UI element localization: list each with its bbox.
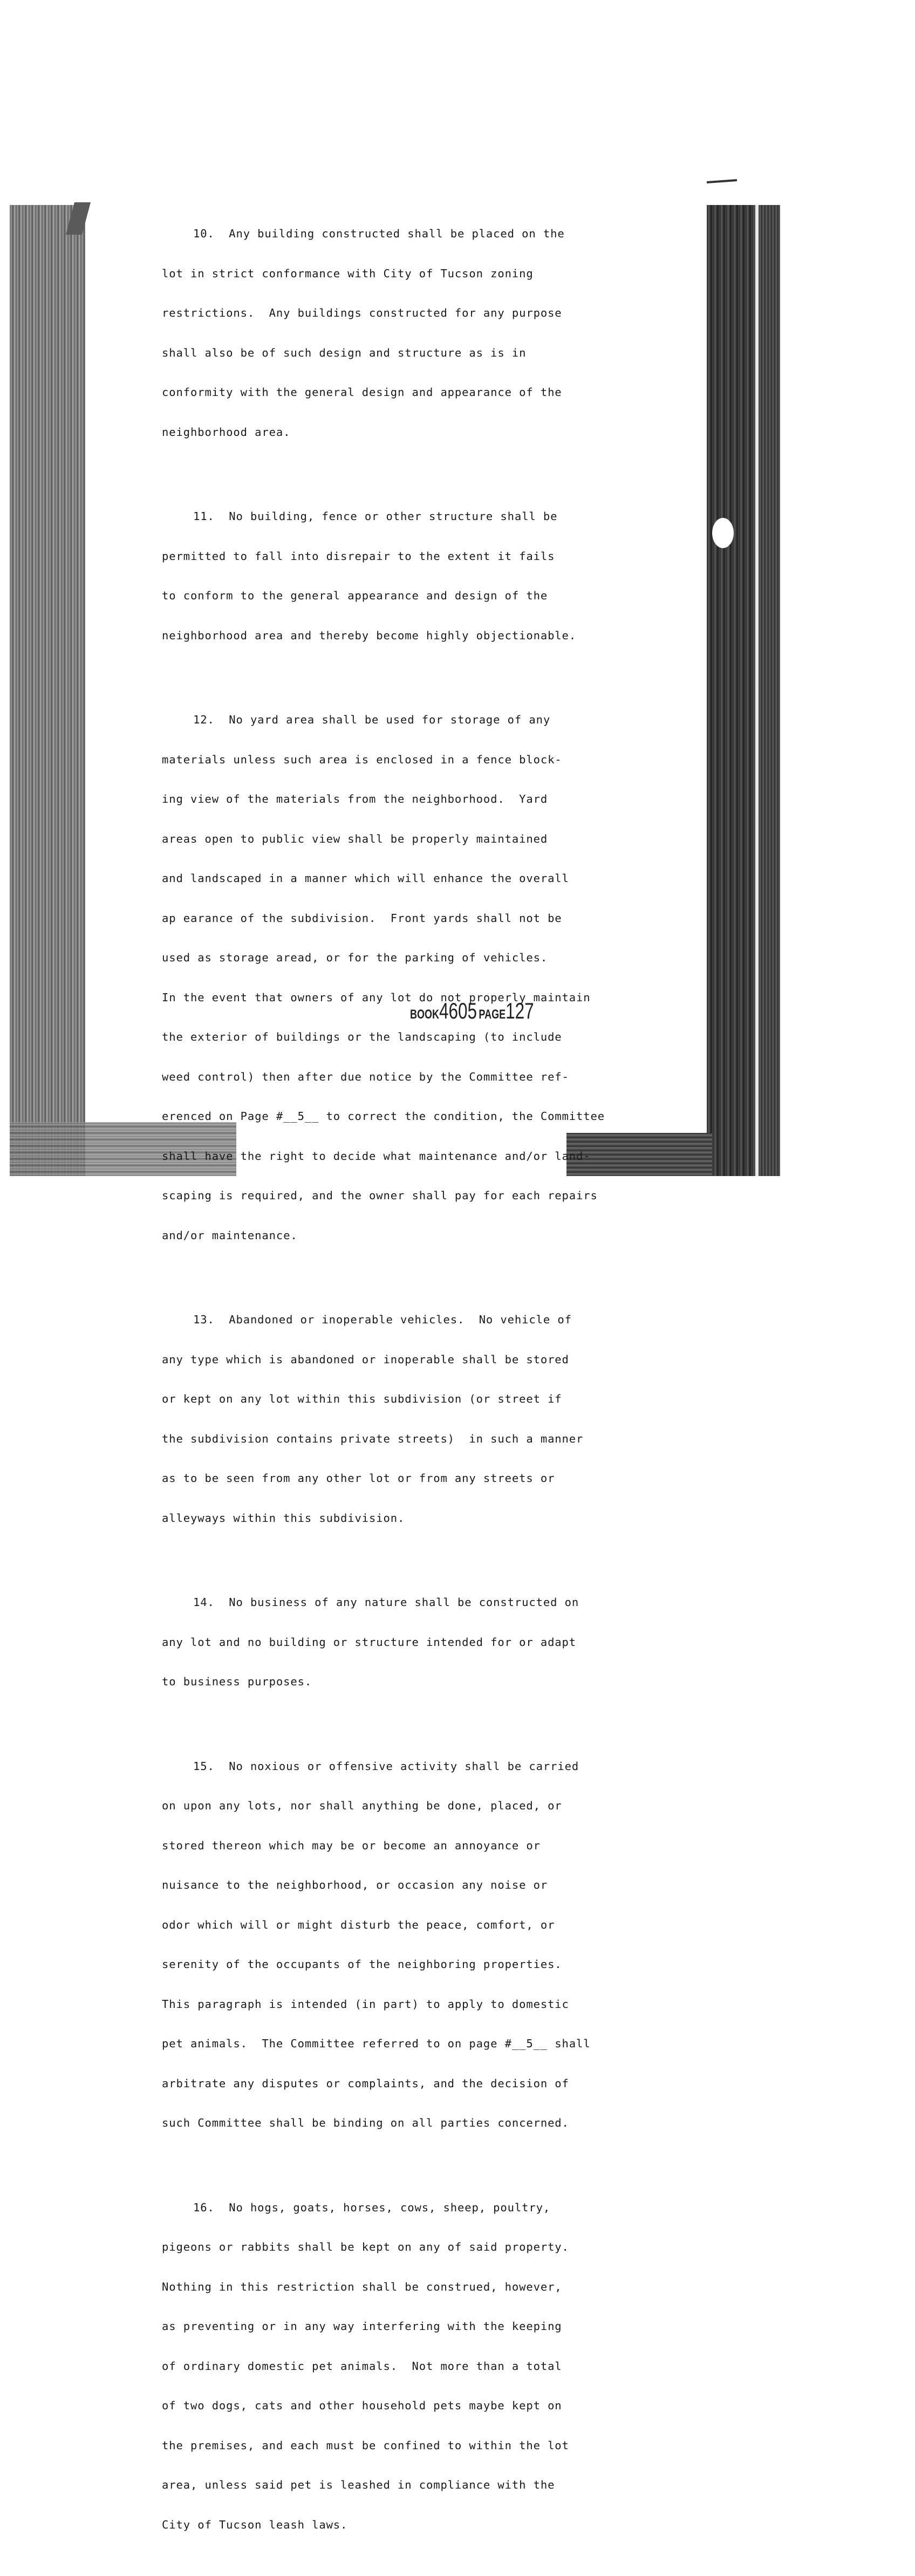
paragraph-15	[162, 1733, 637, 2156]
text-line: as to be seen from any other lot or from any streets or	[162, 1472, 555, 1485]
text-line: on upon any lots, nor shall anything be done, placed, or	[162, 1799, 562, 1812]
text-line: to conform to the general appearance and design of the	[162, 589, 548, 602]
paragraph-first-line	[162, 227, 637, 241]
text-line: City of Tucson leash laws.	[162, 2518, 348, 2531]
text-line: No building, fence or other structure shall be	[229, 510, 558, 523]
paragraph-number: 12.	[193, 713, 215, 726]
text-line: shall have the right to decide what maintenance and/or land-	[162, 1149, 591, 1163]
text-line: arbitrate any disputes or complaints, and the decision of	[162, 2076, 569, 2090]
text-line: permitted to fall into disrepair to the extent it fails	[162, 549, 555, 563]
paragraph-12	[162, 687, 637, 1268]
document-body	[162, 201, 637, 2576]
text-line: neighborhood area.	[162, 425, 291, 439]
text-line: conformity with the general design and appearance of the	[162, 386, 562, 399]
text-line: the premises, and each must be confined to within the lot	[162, 2438, 569, 2452]
page-number: 127	[506, 998, 534, 1023]
paragraph-first-line	[162, 1313, 637, 1327]
text-line: restrictions. Any buildings constructed for any purpose	[162, 306, 562, 319]
text-line: In the event that owners of any lot do not properly maintain	[162, 990, 591, 1004]
text-line: used as storage aread, or for the parking of vehicles.	[162, 951, 548, 964]
text-line: any lot and no building or structure intended for or adapt	[162, 1635, 577, 1649]
text-line: No yard area shall be used for storage of any	[229, 713, 551, 726]
recording-stamp	[410, 998, 534, 1024]
text-line: weed control) then after due notice by the Committee ref-	[162, 1070, 569, 1083]
text-line: lot in strict conformance with City of Tucson zoning	[162, 267, 534, 280]
text-line: No hogs, goats, horses, cows, sheep, poultry,	[229, 2201, 551, 2214]
text-line: or kept on any lot within this subdivision (or street if	[162, 1392, 562, 1405]
paragraph-number: 10.	[193, 227, 215, 240]
text-line: stored thereon which may be or become an annoyance or	[162, 1839, 541, 1852]
paragraph-16	[162, 2175, 637, 2558]
paragraph-first-line	[162, 713, 637, 727]
paragraph-number: 11.	[193, 510, 215, 523]
text-line: of two dogs, cats and other household pets maybe kept on	[162, 2399, 562, 2412]
scan-edge-shadow-right-outer	[759, 205, 780, 1176]
text-line: No business of any nature shall be constructed on	[229, 1596, 579, 1609]
paragraph-14	[162, 1569, 637, 1715]
text-line: scaping is required, and the owner shall pay for each repairs	[162, 1189, 598, 1202]
paragraph-first-line	[162, 2201, 637, 2215]
scan-edge-shadow-right	[707, 205, 755, 1176]
page-label: PAGE	[479, 1007, 506, 1022]
text-line: area, unless said pet is leashed in compliance with the	[162, 2478, 555, 2491]
text-line: neighborhood area and thereby become highly objectionable.	[162, 628, 577, 642]
text-line: serenity of the occupants of the neighboring properties.	[162, 1958, 562, 1971]
text-line: such Committee shall be binding on all parties concerned.	[162, 2116, 569, 2129]
text-line: to business purposes.	[162, 1675, 312, 1688]
text-line: ap earance of the subdivision. Front yards shall not be	[162, 911, 562, 925]
text-line: and landscaped in a manner which will enhance the overall	[162, 872, 569, 885]
text-line: any type which is abandoned or inoperable shall be stored	[162, 1352, 569, 1366]
text-line: This paragraph is intended (in part) to apply to domestic	[162, 1997, 569, 2011]
scan-hole-punch	[712, 518, 734, 548]
text-line: alleyways within this subdivision.	[162, 1511, 405, 1525]
text-line: nuisance to the neighborhood, or occasion any noise or	[162, 1878, 548, 1891]
paragraph-number: 14.	[193, 1596, 215, 1609]
scan-mark-top-right	[707, 179, 737, 183]
text-line: materials unless such area is enclosed in a fence block-	[162, 753, 562, 766]
scan-edge-shadow-left	[10, 205, 85, 1176]
book-label: BOOK	[410, 1007, 439, 1022]
text-line: No noxious or offensive activity shall be carried	[229, 1759, 579, 1773]
text-line: Nothing in this restriction shall be construed, however,	[162, 2280, 562, 2293]
paragraph-13	[162, 1287, 637, 1551]
text-line: the exterior of buildings or the landscaping (to include	[162, 1030, 562, 1043]
text-line: Any building constructed shall be placed on the	[229, 227, 565, 240]
paragraph-number: 13.	[193, 1313, 215, 1326]
paragraph-number: 16.	[193, 2201, 215, 2214]
text-line: ing view of the materials from the neighborhood. Yard	[162, 792, 548, 805]
text-line: pet animals. The Committee referred to on page #__5__ shall	[162, 2037, 591, 2050]
paragraph-11	[162, 483, 637, 668]
paragraph-first-line	[162, 510, 637, 523]
text-line: as preventing or in any way interfering with the keeping	[162, 2320, 562, 2333]
paragraph-first-line	[162, 1596, 637, 1609]
text-line: shall also be of such design and structure as is in	[162, 346, 527, 359]
text-line: odor which will or might disturb the peace, comfort, or	[162, 1918, 555, 1931]
paragraph-10	[162, 201, 637, 465]
text-line: pigeons or rabbits shall be kept on any of said property.	[162, 2240, 569, 2253]
text-line: of ordinary domestic pet animals. Not more than a total	[162, 2359, 562, 2373]
text-line: erenced on Page #__5__ to correct the condition, the Committee	[162, 1110, 605, 1123]
text-line: the subdivision contains private streets) in such a manner	[162, 1432, 584, 1445]
text-line: Abandoned or inoperable vehicles. No vehicle of	[229, 1313, 572, 1326]
text-line: areas open to public view shall be properly maintained	[162, 832, 548, 845]
paragraph-number: 15.	[193, 1759, 215, 1773]
text-line: and/or maintenance.	[162, 1228, 298, 1242]
paragraph-first-line	[162, 1760, 637, 1773]
book-number: 4605	[439, 998, 477, 1023]
